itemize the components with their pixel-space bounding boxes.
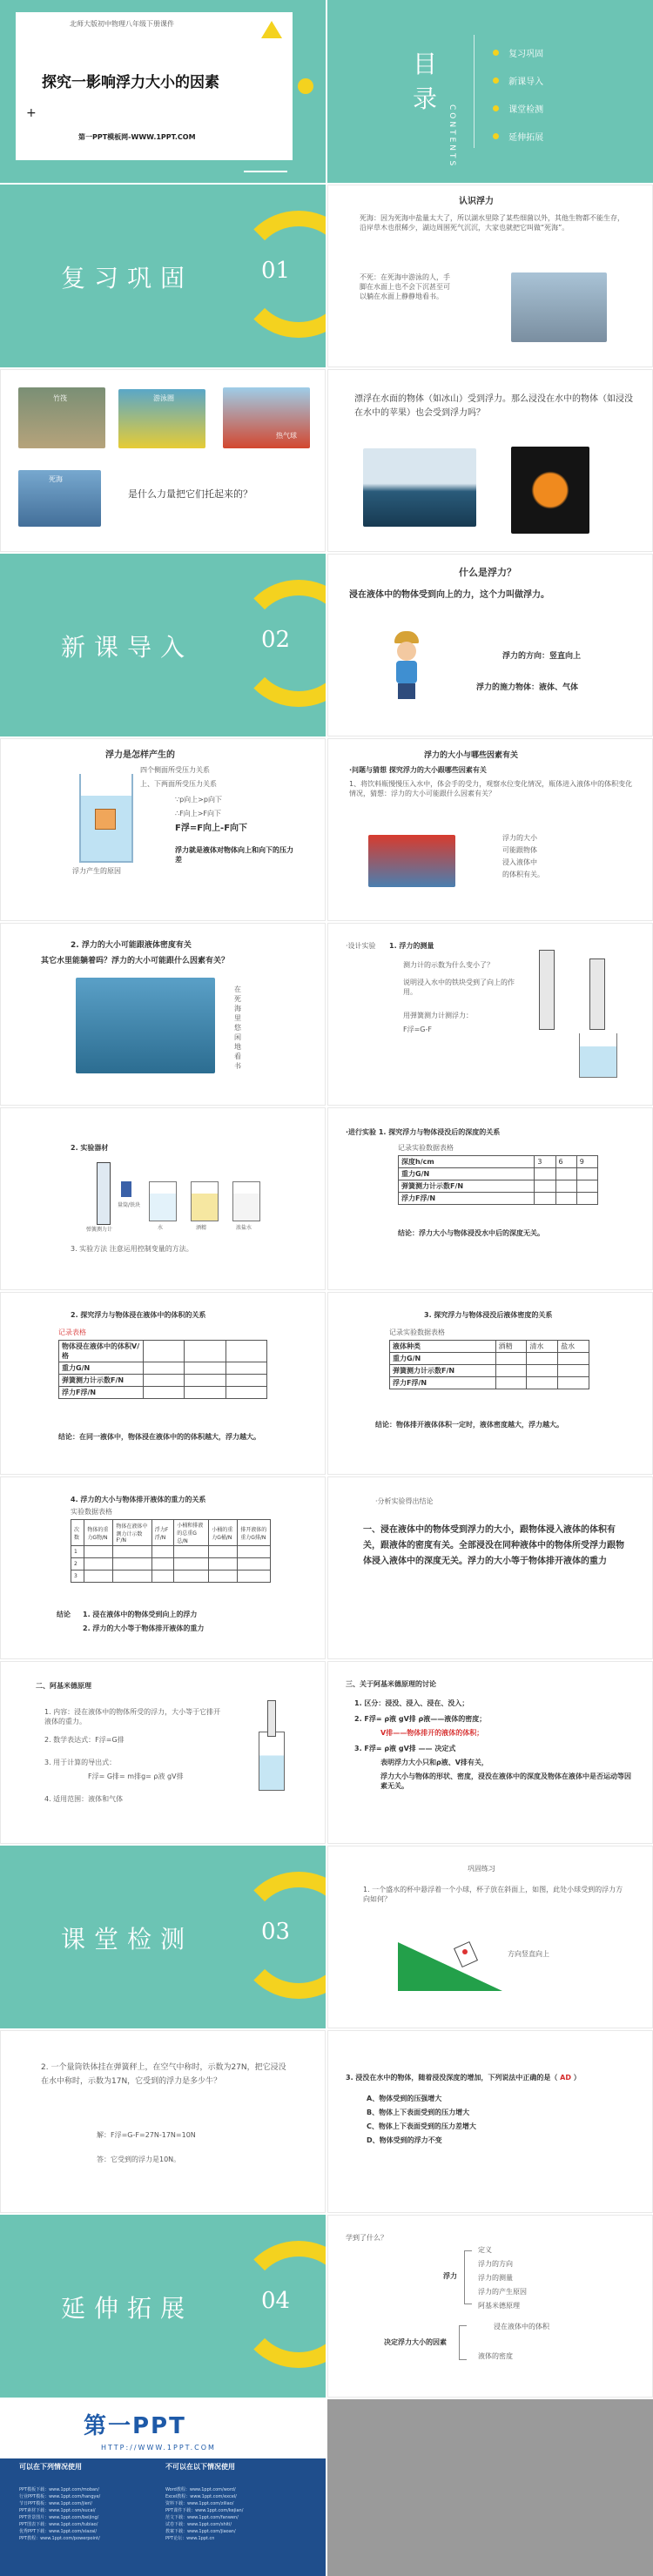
footer-link[interactable]: PPT模板下载：www.1ppt.com/moban/ — [19, 2487, 99, 2492]
formula-3: F浮=F向上-F向下 — [175, 824, 248, 833]
table-header-cell: 6 — [555, 1156, 576, 1168]
discussion-3: V排——物体排开的液体的体积； — [380, 1729, 484, 1737]
slide-archimedes[interactable] — [0, 1661, 326, 1844]
mindmap-bracket — [459, 2325, 467, 2360]
table-header-cell: 小桶的重力G桶/N — [209, 1520, 238, 1546]
toc-item-label: 延伸拓展 — [508, 133, 544, 143]
slide-multiple-choice[interactable] — [327, 2030, 653, 2213]
definition-text: 浸在液体中的物体受到向上的力，这个力叫做浮力。 — [349, 590, 549, 600]
table-row-label: 弹簧测力计示数F/N — [59, 1375, 144, 1387]
table-header-cell: 深度h/cm — [399, 1156, 535, 1168]
cover-top-text: 北师大版初中物理八年级下册课件 — [70, 20, 174, 28]
balloon-photo — [223, 387, 310, 448]
formula-2: ∴F向上>F向下 — [175, 810, 221, 817]
slide-weight-experiment[interactable] — [0, 1476, 326, 1659]
line-explain: 说明浸入水中的铁块受到了向上的作用。 — [403, 979, 515, 996]
conclusion-1: 1. 浸在液体中的物体受到向上的浮力 — [83, 1611, 198, 1618]
mc-answer: AD — [557, 2074, 574, 2082]
source-text: 浮力的施力物体：液体、气体 — [476, 683, 579, 692]
footer-link[interactable]: PPT素材下载：www.1ppt.com/sucai/ — [19, 2508, 96, 2513]
principle-derived: 3. 用于计算的导出式： — [44, 1759, 117, 1766]
table-header-cell: 排开液体的重力G排/N — [238, 1520, 271, 1546]
toc-item-1[interactable] — [493, 44, 543, 60]
table-header-cell: 酒精 — [495, 1341, 527, 1353]
section-number: 04 — [261, 2288, 291, 2314]
mindmap-branch-3: 浮力的测量 — [478, 2274, 513, 2282]
spring-scale-icon — [267, 1700, 276, 1737]
slide-summary[interactable] — [327, 2215, 653, 2398]
slide-heading: 2. 浮力的大小可能跟液体密度有关 — [71, 941, 192, 950]
apple-in-water-photo — [511, 447, 589, 534]
slide-question: 其它水里能躺着吗？浮力的大小可能跟什么因素有关？ — [41, 957, 230, 965]
slide-section-3[interactable] — [0, 1846, 326, 2028]
section-number: 01 — [261, 258, 291, 284]
toc-item-label: 复习巩固 — [508, 50, 544, 59]
slide-heading: 学到了什么？ — [346, 2234, 387, 2242]
note-text: 浮力就是液体对物体向上和向下的压力差 — [175, 846, 293, 864]
mc-option-c[interactable]: C、物体上下表面受到的压力差增大 — [367, 2122, 476, 2130]
line-formula: F浮=G-F — [403, 1026, 432, 1033]
spring-scale-icon — [589, 958, 605, 1030]
spring-scale-icon — [539, 950, 555, 1030]
footer-link[interactable]: PPT课件下载：www.1ppt.com/kejian/ — [165, 2508, 244, 2513]
slide-paragraph-2: 不死：在死海中游泳的人，手脚在水面上也不会下沉甚至可以躺在水面上静静地看书。 — [360, 273, 450, 300]
line-method: 用弹簧测力计测浮力： — [403, 1012, 473, 1019]
slide-volume-experiment[interactable] — [0, 1292, 326, 1475]
slide-heading: 浮力的大小与哪些因素有关 — [424, 751, 519, 760]
slide-section-2[interactable] — [0, 554, 326, 736]
slide-measure[interactable] — [327, 923, 653, 1106]
footer-link[interactable]: PPT图表下载：www.1ppt.com/tubiao/ — [19, 2522, 98, 2527]
slide-section-4[interactable] — [0, 2215, 326, 2398]
table-header-cell: 液体种类 — [390, 1341, 496, 1353]
line-1: 四个侧面所受压力关系 — [140, 766, 210, 774]
mindmap-branch-1: 定义 — [478, 2246, 492, 2254]
diagram-caption: 浮力产生的原因 — [72, 867, 121, 875]
section-title: 复习巩固 — [61, 264, 194, 293]
mc-question-text: 3. 浸没在水中的物体，随着浸没深度的增加，下列说法中正确的是（ — [346, 2074, 558, 2082]
table-row-label: 浮力F浮/N — [59, 1387, 144, 1399]
measure-title: 1. 浮力的测量 — [389, 942, 434, 950]
analysis-body: 一、浸在液体中的物体受到浮力的大小，跟物体浸入液体的体积有关，跟液体的密度有关。全部浸没在同种液体中的物体所受浮力跟物体浸入液体中的深度无关。浮力的大小等于物体排开液体的重力 — [363, 1525, 624, 1566]
slide-question: 漂浮在水面的物体（如冰山）受到浮力。那么浸没在水中的物体（如浸没在水中的苹果）也会受到浮力吗？ — [354, 394, 633, 418]
weight-icon — [121, 1181, 131, 1197]
table-row-label: 弹簧测力计示数F/N — [390, 1365, 496, 1377]
slide-density-guess[interactable] — [0, 923, 326, 1106]
formula-1: ∵p向上>p向下 — [175, 796, 222, 804]
guess-line-2: 可能跟物体 — [502, 846, 537, 854]
table-row-label: 重力G/N — [390, 1353, 496, 1365]
mindmap-root: 浮力 — [443, 2272, 457, 2280]
discussion-6: 浮力大小与物体的形状、密度，浸没在液体中的深度及物体在液体中是否运动等因素无关。 — [380, 1772, 631, 1790]
slide-heading: 三、关于阿基米德原理的讨论 — [346, 1680, 436, 1688]
table-header-cell: 次数 — [71, 1520, 84, 1546]
beaker-salt-icon — [232, 1181, 260, 1221]
overflow-cup-icon — [259, 1732, 285, 1791]
slide-depth-experiment[interactable] — [327, 1107, 653, 1290]
depth-table — [398, 1155, 598, 1205]
mc-question-end: ） — [573, 2074, 581, 2082]
slide-factors-guess[interactable] — [327, 738, 653, 921]
label-cylinder: 量筒/铁块 — [118, 1202, 141, 1208]
table-title: 记录表格 — [58, 1328, 86, 1336]
table-row-label: 1 — [71, 1546, 84, 1558]
slide-cause[interactable] — [0, 738, 326, 921]
bullet-icon — [493, 105, 499, 111]
footer-link[interactable]: 试卷下载：www.1ppt.com/shiti/ — [165, 2522, 232, 2527]
footer-url: HTTP://WWW.1PPT.COM — [101, 2444, 216, 2452]
calc-question: 2. 一个量筒铁体挂在弹簧秤上，在空气中称时，示数为27N，把它浸没在水中称时，示数为17N，它受到的浮力是多少牛？ — [41, 2063, 286, 2086]
toc-item-2[interactable] — [493, 71, 543, 88]
table-header-cell: 3 — [535, 1156, 555, 1168]
line-2: 上、下两面所受压力关系 — [140, 780, 217, 788]
footer-link[interactable]: 教案下载：www.1ppt.com/jiaoan/ — [165, 2529, 236, 2534]
label-dead-sea: 死海 — [49, 475, 63, 483]
slide-heading: 二、阿基米德原理 — [36, 1682, 91, 1690]
table-title: 记录实验数据表格 — [389, 1328, 445, 1336]
instruction-line: 1、将饮料瓶慢慢压入水中，体会手的受力，观察水位变化情况，瓶体进入液体中的体积变化情况，猜想：浮力的大小可能跟什么因素有关？ — [349, 780, 633, 797]
label-water: 水 — [158, 1225, 164, 1231]
table-header-cell: 物体的重力G物/N — [84, 1520, 113, 1546]
label-balloon: 热气球 — [276, 432, 297, 440]
toc-heading: 目录 — [413, 50, 438, 113]
slide-paragraph: 死海：因为死海中盐量太大了，所以湖水里除了某些细菌以外，其他生物都不能生存，沿岸草木也很稀少，湖边周围死气沉沉，大家也就把它叫做“死海”。 — [360, 214, 624, 232]
slide-heading: 3. 探究浮力与物体浸没后液体密度的关系 — [424, 1311, 553, 1319]
footer-link[interactable]: PPT论坛：www.1ppt.cn — [165, 2536, 215, 2541]
mindmap-bracket — [464, 2250, 472, 2304]
bullet-icon — [493, 133, 499, 139]
table-header-cell: 小桶和排液的总重G总/N — [174, 1520, 209, 1546]
cover-yellow-triangle — [261, 21, 282, 38]
calc-solution: 解：F浮=G-F=27N-17N=10N — [97, 2131, 196, 2139]
mindmap-factor-root: 决定浮力大小的因素 — [384, 2338, 447, 2346]
bullet-icon — [493, 77, 499, 84]
mindmap-factor-2: 液体的密度 — [478, 2352, 513, 2360]
footer-link[interactable]: 行业PPT模板：www.1ppt.com/hangye/ — [19, 2494, 101, 2499]
table-header-cell: 盐水 — [558, 1341, 589, 1353]
table-row-label: 物体浸在液体中的体积V/格 — [59, 1341, 144, 1362]
conclusion-text: 结论：在同一液体中，物体浸在液体中的的体积越大，浮力越大。 — [58, 1433, 260, 1441]
empty-placeholder — [327, 2399, 653, 2576]
cover-yellow-dot — [298, 78, 313, 94]
slide-analysis[interactable] — [327, 1476, 653, 1659]
mc-question — [346, 2073, 642, 2082]
toc-item-label: 新课导入 — [508, 77, 544, 87]
conclusion-label: 结论 — [57, 1611, 71, 1618]
conclusion-text: 结论：浮力大小与物体浸没水中后的深度无关。 — [398, 1229, 544, 1237]
toc-item-3[interactable] — [493, 99, 543, 116]
slide-iceberg[interactable] — [327, 369, 653, 552]
slide-heading: 浮力是怎样产生的 — [105, 750, 175, 760]
section-title: 新课导入 — [61, 633, 194, 662]
slide-calculation[interactable] — [0, 2030, 326, 2213]
method-line: 3. 实验方法 注意运用控制变量的方法。 — [71, 1245, 193, 1253]
slide-cover[interactable] — [0, 0, 326, 183]
label-scale: 弹簧测力计 — [86, 1227, 113, 1233]
footer-link[interactable]: 优秀PPT下载：www.1ppt.com/xiazai/ — [19, 2529, 98, 2534]
toc-divider — [474, 35, 475, 148]
beaker-icon — [579, 1033, 617, 1078]
weight-table — [71, 1519, 271, 1583]
beaker-alcohol-icon — [191, 1181, 219, 1221]
slide-section-1[interactable] — [0, 185, 326, 367]
equipment-title: 2. 实验器材 — [71, 1144, 109, 1152]
label-swim-ring: 游泳圈 — [153, 394, 174, 402]
guess-line-3: 浸入液体中 — [502, 858, 537, 866]
footer-link[interactable]: 资料下载：www.1ppt.com/ziliao/ — [165, 2501, 234, 2506]
label-salt-water: 浓盐水 — [236, 1225, 252, 1231]
footer-link[interactable]: Word教程：www.1ppt.com/word/ — [165, 2487, 236, 2492]
cover-underline — [244, 171, 287, 172]
guess-line-1: 浮力的大小 — [502, 834, 537, 842]
mc-option-a[interactable]: A、物体受到的压强增大 — [367, 2095, 442, 2102]
conclusion-2: 2. 浮力的大小等于物体排开液体的重力 — [83, 1624, 205, 1632]
section-title: 课堂检测 — [61, 1925, 194, 1954]
label-alcohol: 酒精 — [196, 1225, 207, 1231]
table-header-cell: 清水 — [527, 1341, 558, 1353]
section-title: 延伸拓展 — [61, 2294, 194, 2323]
footer-link[interactable]: 范文下载：www.1ppt.com/fanwen/ — [165, 2515, 239, 2520]
cover-title: 探究一影响浮力大小的因素 — [42, 74, 219, 91]
discussion-4: 3. F浮= ρ液 gV排 —— 决定式 — [354, 1745, 456, 1752]
table-row-label: 重力G/N — [399, 1168, 535, 1180]
cover-plus-icon: + — [26, 106, 37, 120]
discussion-2: 2. F浮= ρ液 gV排 ρ液——液体的密度； — [354, 1715, 487, 1723]
slide-practice[interactable] — [327, 1846, 653, 2028]
design-label: ·设计实验 — [346, 942, 376, 950]
slide-heading: 巩固练习 — [468, 1865, 495, 1873]
slope-diagram — [398, 1942, 502, 1991]
spring-scale-icon — [97, 1162, 111, 1225]
principle-content: 1. 内容：浸在液体中的物体所受的浮力，大小等于它排开液体的重力。 — [44, 1708, 221, 1725]
footer-left-title: 可以在下列情况使用 — [19, 2463, 82, 2471]
cartoon-boy-icon — [389, 631, 424, 701]
slide-density-experiment[interactable] — [327, 1292, 653, 1475]
mindmap-branch-4: 浮力的产生原因 — [478, 2288, 527, 2296]
footer-link[interactable]: PPT背景图片：www.1ppt.com/beijing/ — [19, 2515, 99, 2520]
bullet-icon — [493, 50, 499, 56]
slide-discussion[interactable] — [327, 1661, 653, 1844]
footer-right-list — [165, 2486, 313, 2542]
slide-question: 是什么力量把它们托起来的？ — [128, 488, 252, 500]
table-header-cell: 物体在液体中测力计示数F'/N — [113, 1520, 151, 1546]
label-raft: 竹筏 — [53, 394, 67, 402]
ball-icon — [462, 1949, 468, 1954]
beaker-water-icon — [149, 1181, 177, 1221]
table-title: 实验数据表格 — [71, 1508, 112, 1516]
mc-option-d[interactable]: D、物体受到的浮力不变 — [367, 2136, 442, 2144]
question-line: ·问题与猜想 探究浮力的大小跟哪些因素有关 — [349, 766, 487, 774]
discussion-1: 1. 区分：浸没、浸入、浸在、没入； — [354, 1699, 469, 1707]
footer-link[interactable]: Excel教程：www.1ppt.com/excel/ — [165, 2494, 237, 2499]
mc-option-b[interactable]: B、物体上下表面受到的压力增大 — [367, 2109, 470, 2116]
bottle-press-photo — [368, 835, 455, 887]
footer-link[interactable]: 节日PPT模板：www.1ppt.com/jieri/ — [19, 2501, 92, 2506]
mindmap-branch-5: 阿基米德原理 — [478, 2302, 520, 2310]
footer-right-title: 不可以在以下情况使用 — [165, 2463, 235, 2471]
analysis-label: ·分析实验得出结论 — [375, 1497, 434, 1505]
slide-heading: ·进行实验 1. 探究浮力与物体浸没后的深度的关系 — [346, 1128, 501, 1136]
cover-subtitle: 第一PPT模板网-WWW.1PPT.COM — [78, 133, 196, 141]
toc-item-4[interactable] — [493, 127, 543, 144]
mindmap-branch-2: 浮力的方向 — [478, 2260, 513, 2268]
footer-link[interactable]: PPT教程：www.1ppt.com/powerpoint/ — [19, 2536, 100, 2541]
table-row-label: 浮力F浮/N — [399, 1193, 535, 1205]
calc-answer: 答：它受到的浮力是10N。 — [97, 2156, 181, 2163]
cube-diagram — [95, 809, 116, 830]
slide-dead-sea[interactable] — [327, 185, 653, 367]
dead-sea-photo — [511, 272, 607, 342]
vertical-caption: 在死海里悠闲地看书 — [234, 985, 241, 1070]
slide-equipment[interactable] — [0, 1107, 326, 1290]
table-row-label: 重力G/N — [59, 1362, 144, 1375]
toc-item-label: 课堂检测 — [508, 105, 544, 115]
toc-contents: CONTENTS — [448, 104, 456, 169]
density-table — [389, 1340, 589, 1389]
practice-question: 1. 一个盛水的杯中悬浮着一个小球，杯子放在斜面上，如图，此处小球受到的浮力方向如何？ — [363, 1886, 623, 1903]
footer-left-list — [19, 2486, 158, 2542]
table-row-label: 浮力F浮/N — [390, 1377, 496, 1389]
principle-derived-formula: F浮= G排= m排g= ρ液 gV排 — [88, 1772, 184, 1780]
floating-reader-photo — [76, 978, 215, 1073]
slide-heading: 认识浮力 — [459, 197, 494, 206]
principle-formula: 2. 数学表达式：F浮=G排 — [44, 1736, 125, 1744]
table-row-label: 3 — [71, 1570, 84, 1583]
line-question: 测力计的示数为什么变小了？ — [403, 961, 494, 969]
direction-text: 浮力的方向：竖直向上 — [502, 652, 582, 661]
principle-scope: 4. 适用范围：液体和气体 — [44, 1795, 124, 1803]
table-row-label: 弹簧测力计示数F/N — [399, 1180, 535, 1193]
volume-table — [58, 1340, 267, 1399]
table-header-cell: 浮力F浮/N — [151, 1520, 174, 1546]
table-header-cell: 9 — [576, 1156, 597, 1168]
slide-heading: 4. 浮力的大小与物体排开液体的重力的关系 — [71, 1496, 206, 1503]
table-title: 记录实验数据表格 — [398, 1144, 454, 1152]
slide-heading: 2. 探究浮力与物体浸在液体中的体积的关系 — [71, 1311, 206, 1319]
slide-footer-ad[interactable] — [0, 2399, 326, 2576]
footer-logo: 第一PPT — [84, 2413, 186, 2439]
slide-floating-objects[interactable] — [0, 369, 326, 552]
iceberg-photo — [363, 448, 476, 527]
discussion-5: 表明浮力大小只和ρ液、V排有关， — [380, 1759, 488, 1766]
section-number: 03 — [261, 1919, 291, 1945]
slide-what-is-buoyancy[interactable] — [327, 554, 653, 736]
conclusion-text: 结论：物体排开液体体积一定时，液体密度越大，浮力越大。 — [375, 1421, 563, 1429]
section-number: 02 — [261, 627, 291, 653]
table-row-label: 2 — [71, 1558, 84, 1570]
guess-line-4: 的体积有关。 — [502, 871, 544, 878]
slide-toc[interactable] — [327, 0, 653, 183]
slide-heading: 什么是浮力？ — [459, 567, 516, 578]
mindmap-factor-1: 浸在液体中的体积 — [494, 2323, 549, 2331]
answer-text: 方向竖直向上 — [508, 1950, 549, 1958]
